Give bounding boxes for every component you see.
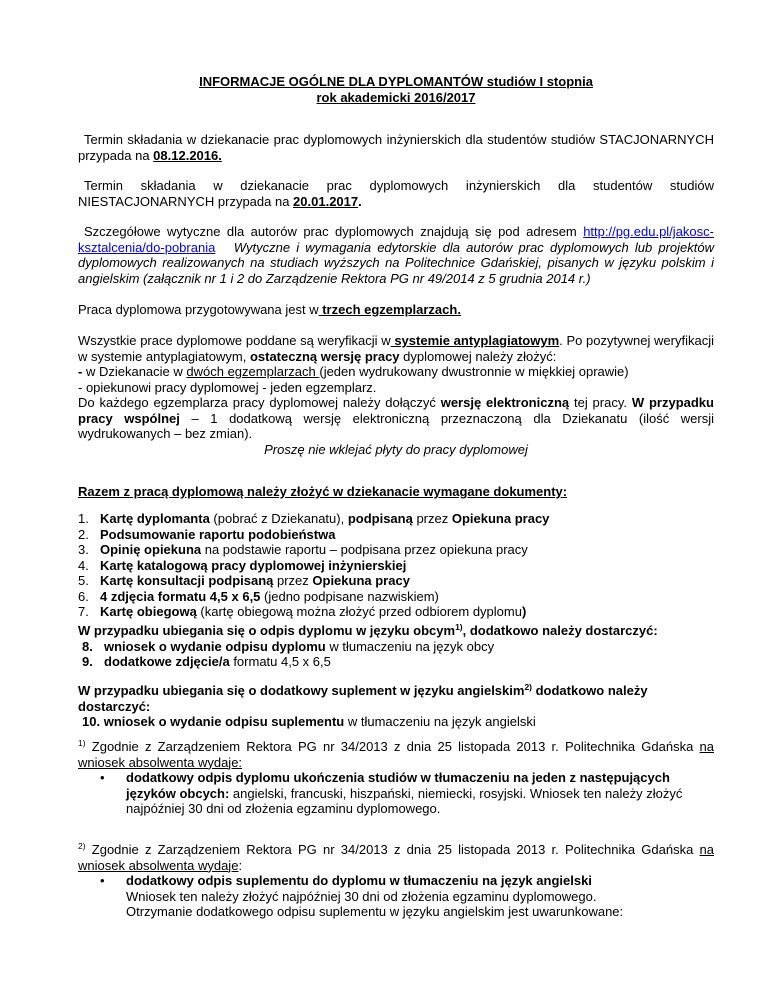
list-item: 1. Kartę dyplomanta (pobrać z Dziekanatu), podpisaną przez Opiekuna pracy	[78, 511, 550, 526]
list-item: 4. Kartę katalogową pracy dyplomowej inżynierskiej	[78, 557, 407, 573]
footnote-2-bullets	[78, 873, 714, 889]
list-item: 3. Opinię opiekuna na podstawie raportu – podpisana przez opiekuna pracy	[78, 542, 528, 557]
submission-line-dean-office: - w Dziekanacie w dwóch egzemplarzach (jeden wydrukowany dwustronnie w miękkiej oprawie)	[78, 364, 629, 379]
list-item: 6. 4 zdjęcia formatu 4,5 x 6,5 (jedno podpisane nazwiskiem)	[78, 588, 439, 604]
antiplagiarism-paragraph: Wszystkie prace dyplomowe poddane są weryfikacji w systemie antyplagiatowym. Po pozytywnej weryfikacji w systemie antyplagiatowym, ostateczną wersję pracy dyplomowej należy złożyć:	[78, 333, 714, 364]
footnote-2-line-2: Wniosek ten należy złożyć najpóźniej 30 dni od złożenia egzaminu dyplomowego.	[126, 888, 597, 904]
list-item: • dodatkowy odpis dyplomu ukończenia studiów w tłumaczeniu na jeden z następujących języków obcych: angielski, francuski, hiszpański, niemiecki, rosyjski. Wniosek ten należy złożyć najpóźniej 30 dni od złożenia egzaminu dyplomowego.	[100, 770, 683, 816]
list-item: 8. wniosek o wydanie odpisu dyplomu w tłumaczeniu na język obcy	[82, 638, 495, 654]
foreign-copy-section	[78, 623, 714, 670]
deadline-niestacjonarne: Termin składania w dziekanacie prac dyplomowych inżynierskich dla studentów studiów NIESTACJONARNYCH przypada na 20.01.2017.	[78, 178, 714, 209]
list-item: 9. dodatkowe zdjęcie/a formatu 4,5 x 6,5	[82, 654, 331, 669]
footnote-2-line-3: Otrzymanie dodatkowego odpisu suplementu w języku angielskim jest uwarunkowane:	[126, 904, 624, 919]
footnote-1: $^{1)}$ Zgodnie z Zarządzeniem Rektora PG nr 34/2013 z dnia 25 listopada 2013 r. Politechnika Gdańska na wniosek absolwenta wydaje: • dodatkowy odpis dyplomu ukończenia studiów w tłumaczeniu na jeden z następujących języków obcych: angielski, francuski, hiszpański, niemiecki, rosyjski. Wniosek ten należy złożyć najpóźniej 30 dni od złożenia egzaminu dyplomowego.	[78, 738, 714, 816]
foreign-copy-list	[82, 639, 714, 670]
guidelines-link[interactable]: http://pg.edu.pl/jakosc-ksztalcenia/do-pobrania	[78, 224, 714, 255]
list-item: 5. Kartę konsultacji podpisaną przez Opiekuna pracy	[78, 573, 410, 588]
bullet-icon: •	[100, 770, 105, 785]
supplement-heading: W przypadku ubiegania się o dodatkowy suplement w języku angielskim$^{2)}$ dodatkowo należy dostarczyć:	[78, 682, 648, 714]
title-line-2: rok akademicki 2016/2017	[316, 89, 476, 105]
cd-note: Proszę nie wklejać płyty do pracy dyplomowej	[264, 441, 528, 457]
document-title	[78, 74, 714, 105]
list-item: 7. Kartę obiegową (kartę obiegową można złożyć przed odbiorem dyplomu)	[78, 604, 527, 619]
documents-list	[78, 511, 714, 620]
documents-heading: Razem z pracą dyplomową należy złożyć w dziekanacie wymagane dokumenty:	[78, 484, 568, 499]
list-item: 2. Podsumowanie raportu podobieństwa	[78, 526, 336, 542]
antiplagiarism-section	[78, 333, 714, 457]
list-item: • dodatkowy odpis suplementu do dyplomu w tłumaczeniu na język angielski	[100, 873, 592, 888]
footnote-2: $^{2)}$ Zgodnie z Zarządzeniem Rektora PG nr 34/2013 z dnia 25 listopada 2013 r. Politechnika Gdańska na wniosek absolwenta wydaje: • dodatkowy odpis suplementu do dyplomu w tłumaczeniu na język angielski Wniosek ten należy złożyć najpóźniej 30 dni od złożenia egzaminu dyplomowego. Otrzymanie dodatkowego odpisu suplementu w języku angielskim jest uwarunkowane:	[78, 841, 714, 919]
bullet-icon: •	[100, 873, 105, 888]
supplement-section	[78, 683, 714, 730]
electronic-version-paragraph: Do każdego egzemplarza pracy dyplomowej należy dołączyć wersję elektroniczną tej pracy. W przypadku pracy wspólnej – 1 dodatkową wersję elektroniczną przeznaczoną dla Dziekanatu (ilość wersji wydrukowanych – bez zmian).	[78, 395, 714, 441]
deadline-stacjonarne: Termin składania w dziekanacie prac dyplomowych inżynierskich dla studentów studiów STACJONARNYCH przypada na 08.12.2016.	[78, 132, 714, 163]
title-line-1: INFORMACJE OGÓLNE DLA DYPLOMANTÓW studiów I stopnia	[199, 74, 593, 89]
list-item: 10. wniosek o wydanie odpisu suplementu w tłumaczeniu na język angielski	[82, 714, 536, 729]
copies-paragraph: Praca dyplomowa przygotowywana jest w trzech egzemplarzach.	[78, 302, 461, 317]
footnote-1-bullets	[78, 770, 714, 817]
deadline-date-stacjonarne: 08.12.2016.	[153, 147, 222, 163]
guidelines-document-title: Wytyczne i wymagania edytorskie dla autorów prac dyplomowych lub projektów dyplomowych realizowanych na studiach wyższych na Politechnice Gdańskiej, pisanych w języku polskim i angielskim (załącznik nr 1 i 2 do Zarządzenie Rektora PG nr 49/2014 z 5 grudnia 2014 r.)	[78, 239, 714, 286]
deadline-date-niestacjonarne: 20.01.2017	[293, 193, 359, 209]
submission-line-supervisor: - opiekunowi pracy dyplomowej - jeden egzemplarz.	[78, 379, 377, 395]
foreign-copy-heading: W przypadku ubiegania się o odpis dyplomu w języku obcym$^{1)}$, dodatkowo należy dostarczyć:	[78, 622, 658, 638]
guidelines-paragraph: Szczegółowe wytyczne dla autorów prac dyplomowych znajdują się pod adresem http://pg.edu.pl/jakosc-ksztalcenia/do-pobrania Wytyczne i wymagania edytorskie dla autorów prac dyplomowych lub projektów dyplomowych realizowanych na studiach wyższych na Politechnice Gdańskiej, pisanych w języku polskim i angielskim (załącznik nr 1 i 2 do Zarządzenie Rektora PG nr 49/2014 z 5 grudnia 2014 r.)	[78, 224, 714, 286]
